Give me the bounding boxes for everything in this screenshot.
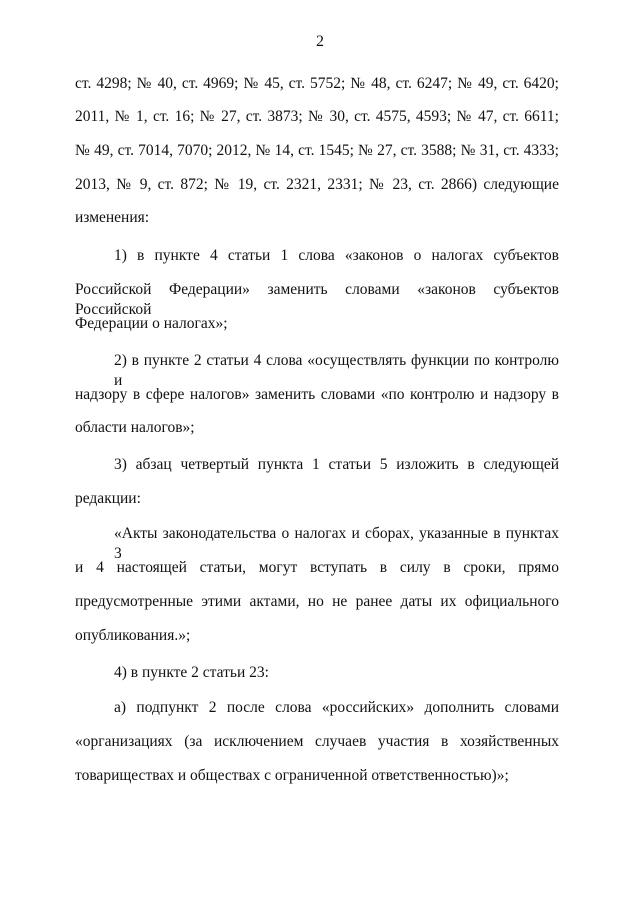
page-number: 2 — [316, 33, 324, 50]
text-line: «Акты законодательства о налогах и сборах, указанные в пунктах 3 — [114, 525, 559, 562]
text-line: 2011, № 1, ст. 16; № 27, ст. 3873; № 30, ст. 4575, 4593; № 47, ст. 6611; — [75, 108, 559, 125]
text-line: а) подпункт 2 после слова «российских» дополнить словами — [114, 699, 559, 716]
text-line: надзору в сфере налогов» заменить словами «по контролю и надзору в — [75, 386, 559, 403]
text-line: 4) в пункте 2 статьи 23: — [114, 664, 269, 681]
text-line: Российской Федерации» заменить словами «законов субъектов Российской — [75, 281, 559, 318]
text-line: опубликования.»; — [75, 627, 191, 644]
text-line: редакции: — [75, 490, 141, 507]
text-line: Федерации о налогах»; — [75, 315, 228, 332]
text-line: 3) абзац четвертый пункта 1 статьи 5 изложить в следующей — [114, 456, 559, 473]
text-line: 2) в пункте 2 статьи 4 слова «осуществлять функции по контролю и — [114, 352, 559, 389]
text-line: изменения: — [75, 209, 150, 226]
text-line: и 4 настоящей статьи, могут вступать в силу в сроки, прямо — [75, 559, 559, 576]
text-line: 2013, № 9, ст. 872; № 19, ст. 2321, 2331; № 23, ст. 2866) следующие — [75, 176, 559, 193]
text-line: области налогов»; — [75, 419, 195, 436]
text-line: ст. 4298; № 40, ст. 4969; № 45, ст. 5752; № 48, ст. 6247; № 49, ст. 6420; — [75, 75, 559, 92]
text-line: товариществах и обществах с ограниченной ответственностью)»; — [75, 767, 509, 784]
text-line: 1) в пункте 4 статьи 1 слова «законов о налогах субъектов — [114, 247, 559, 264]
text-line: «организациях (за исключением случаев участия в хозяйственных — [75, 733, 559, 750]
text-line: предусмотренные этими актами, но не ранее даты их официального — [75, 593, 559, 610]
text-line: № 49, ст. 7014, 7070; 2012, № 14, ст. 1545; № 27, ст. 3588; № 31, ст. 4333; — [75, 142, 559, 159]
